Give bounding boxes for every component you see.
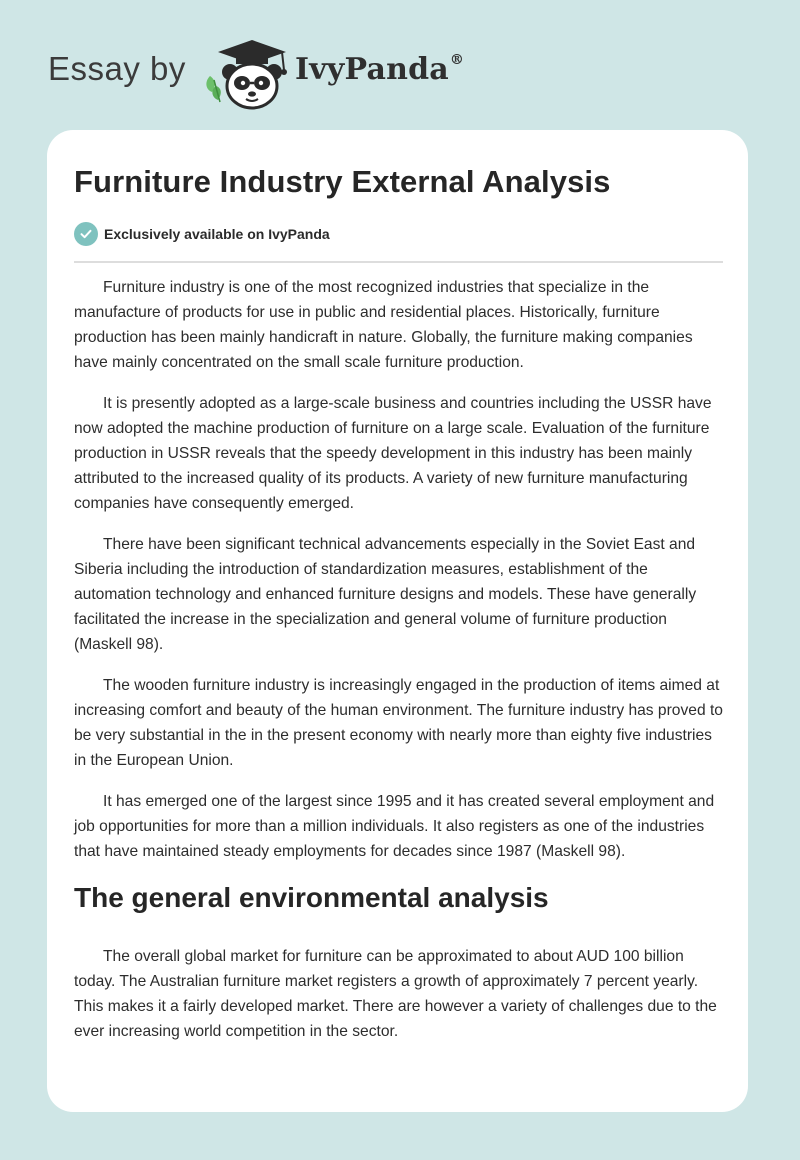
- section-heading: The general environmental analysis: [74, 882, 549, 913]
- registered-mark: ®: [449, 52, 465, 68]
- article-body: [74, 275, 726, 1060]
- paragraph: Furniture industry is one of the most recognized industries that specialize in the manufacture of products for use in public and residential places. Historically, furniture production has been mainly handicraft in nature. Globally, the furniture making companies have mainly concentrated on the small scale furniture production.: [74, 279, 693, 371]
- paragraph: It is presently adopted as a large-scale business and countries including the USSR have now adopted the machine production of furniture on a large scale. Evaluation of the furniture production in USSR reveals that the speedy development in this industry has been mainly attributed to the increased quality of its products. A variety of new furniture manufacturing companies have consequently emerged.: [74, 395, 712, 512]
- brand-prefix: Essay by: [48, 50, 186, 87]
- badge-text: Exclusively available on IvyPanda: [104, 226, 330, 242]
- divider: [74, 261, 723, 263]
- article-card: [47, 130, 748, 1112]
- check-circle-icon: [74, 222, 98, 246]
- paragraph: The overall global market for furniture can be approximated to about AUD 100 billion today. The Australian furniture market registers a growth of approximately 7 percent yearly. This makes it a fairly developed market. There are however a variety of challenges due to the ever increasing world competition in the sector.: [74, 948, 717, 1040]
- paragraph: It has emerged one of the largest since 1995 and it has created several employment and job opportunities for more than a million individuals. It also registers as one of the industries that have maintained steady employments for decades since 1987 (Maskell 98).: [74, 793, 715, 860]
- brand-name: IvyPanda®: [295, 52, 465, 87]
- panda-graduate-icon: [200, 36, 296, 112]
- page-title: Furniture Industry External Analysis: [74, 164, 611, 199]
- paragraph: There have been significant technical advancements especially in the Soviet East and Siberia including the introduction of standardization measures, establishment of the automation technology and enhanced furniture designs and models. These have generally facilitated the increase in the specialization and general volume of furniture production (Maskell 98).: [74, 536, 697, 653]
- site-brand[interactable]: [48, 36, 508, 116]
- exclusive-badge: [74, 221, 330, 247]
- paragraph: The wooden furniture industry is increasingly engaged in the production of items aimed at increasing comfort and beauty of the human environment. The furniture industry has proved to be very substantial in the in the present economy with nearly more than eighty five industries in the European Union.: [74, 677, 723, 769]
